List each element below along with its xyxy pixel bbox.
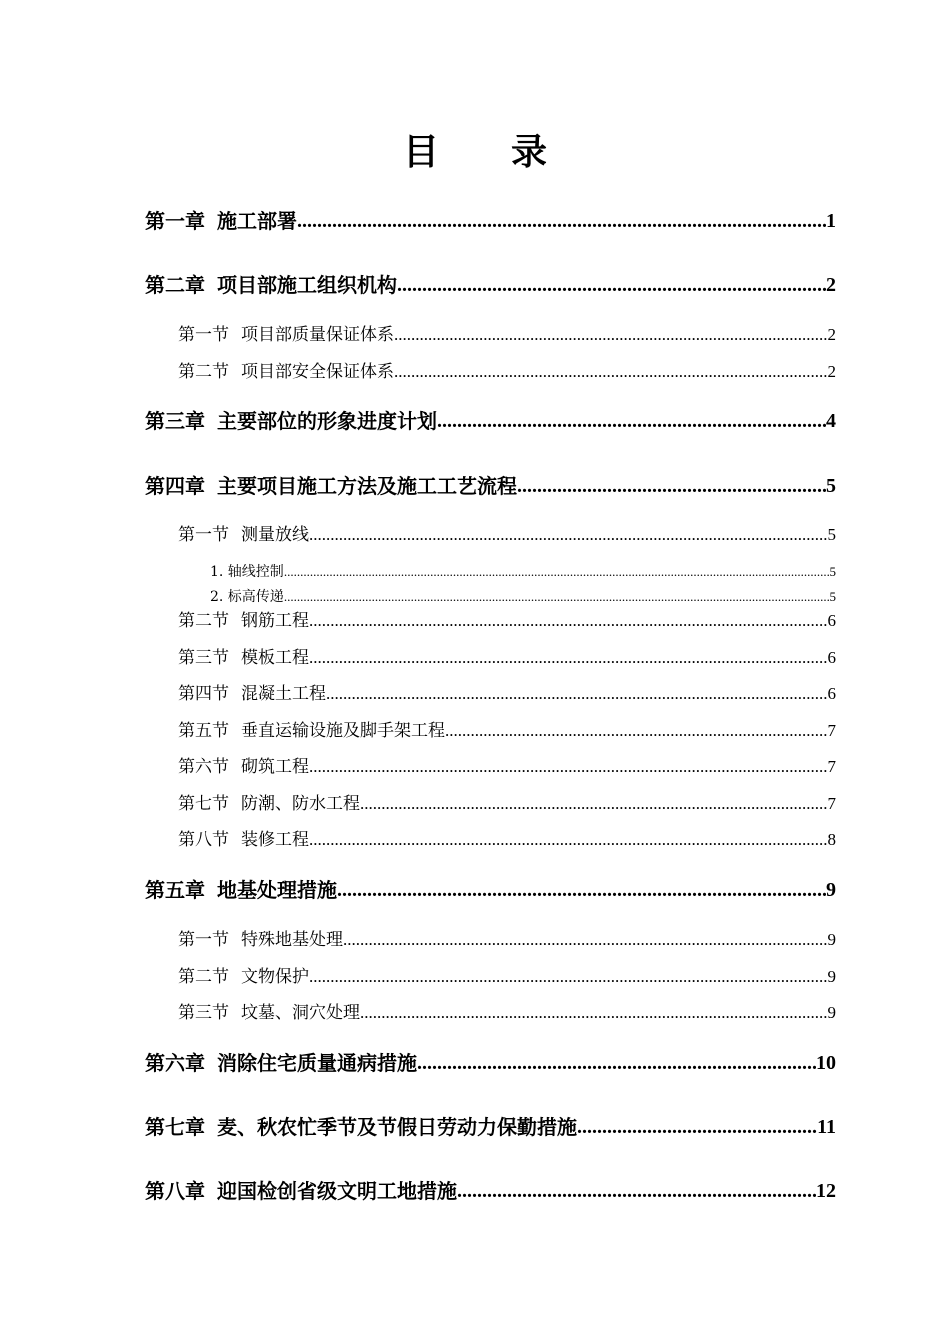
chapter-title: 项目部施工组织机构 [217, 273, 397, 297]
toc-label [145, 271, 397, 299]
dot-leader [309, 755, 828, 779]
toc-chapter-3[interactable] [145, 407, 836, 435]
page-number: 2 [826, 274, 836, 296]
section-number: 第三节 [178, 648, 229, 668]
chapter-title: 麦、秋农忙季节及节假日劳动力保勤措施 [217, 1115, 577, 1139]
toc-chapter-4[interactable] [145, 472, 836, 500]
page-number: 5 [829, 589, 836, 604]
dot-leader [309, 609, 828, 633]
section-number: 第六节 [178, 757, 229, 777]
dot-leader [297, 207, 826, 235]
page-number: 7 [827, 757, 836, 776]
dot-leader [577, 1113, 817, 1141]
page-number: 6 [827, 611, 836, 630]
page-number: 2 [827, 325, 836, 344]
page-number: 7 [827, 721, 836, 740]
page-number: 9 [827, 967, 836, 986]
toc-section-5-3[interactable] [178, 1001, 836, 1025]
section-number: 第二节 [178, 967, 229, 987]
section-title: 测量放线 [241, 525, 309, 545]
toc-label [145, 1113, 577, 1141]
page-number: 9 [827, 930, 836, 949]
subsection-title: 2. 标高传递 [210, 589, 284, 605]
page-number: 6 [827, 648, 836, 667]
page-number: 11 [817, 1116, 836, 1138]
chapter-title: 消除住宅质量通病措施 [217, 1051, 417, 1075]
dot-leader [309, 965, 828, 989]
toc-label [178, 792, 360, 816]
page-number: 8 [827, 830, 836, 849]
chapter-number: 第六章 [145, 1051, 205, 1075]
dot-leader [326, 682, 828, 706]
dot-leader [360, 792, 828, 816]
section-title: 装修工程 [241, 830, 309, 850]
toc-title-char-2: 录 [511, 132, 548, 173]
section-number: 第一节 [178, 325, 229, 345]
dot-leader [517, 472, 826, 500]
dot-leader [309, 646, 828, 670]
page-number: 9 [826, 879, 836, 901]
chapter-number: 第八章 [145, 1179, 205, 1203]
chapter-title: 地基处理措施 [217, 878, 337, 902]
page-number: 7 [827, 794, 836, 813]
toc-label [145, 407, 437, 435]
section-number: 第五节 [178, 721, 229, 741]
toc-label [178, 928, 343, 952]
chapter-number: 第四章 [145, 474, 205, 498]
toc-section-5-1[interactable] [178, 928, 836, 952]
toc-subsection-4-1-1[interactable] [210, 562, 836, 582]
toc-label [178, 609, 309, 633]
dot-leader [394, 360, 828, 384]
toc-chapter-5[interactable] [145, 876, 836, 904]
toc-label [178, 682, 326, 706]
toc-section-4-2[interactable] [178, 609, 836, 633]
section-number: 第二节 [178, 611, 229, 631]
section-title: 文物保护 [241, 967, 309, 987]
toc-chapter-2[interactable] [145, 271, 836, 299]
dot-leader [417, 1049, 816, 1077]
page-number: 5 [829, 564, 836, 579]
toc-section-5-2[interactable] [178, 965, 836, 989]
chapter-title: 迎国检创省级文明工地措施 [217, 1179, 457, 1203]
chapter-title: 施工部署 [217, 209, 297, 233]
chapter-number: 第二章 [145, 273, 205, 297]
dot-leader [284, 562, 830, 582]
chapter-number: 第一章 [145, 209, 205, 233]
toc-section-4-8[interactable] [178, 828, 836, 852]
toc-label [145, 876, 337, 904]
toc-chapter-8[interactable] [145, 1177, 836, 1205]
section-title: 项目部质量保证体系 [241, 325, 394, 345]
section-number: 第七节 [178, 794, 229, 814]
toc-label [145, 1049, 417, 1077]
toc-label [178, 755, 309, 779]
toc-label [178, 719, 445, 743]
section-number: 第八节 [178, 830, 229, 850]
section-title: 防潮、防水工程 [241, 794, 360, 814]
page-number: 2 [827, 362, 836, 381]
dot-leader [360, 1001, 828, 1025]
chapter-number: 第五章 [145, 878, 205, 902]
toc-label [178, 360, 394, 384]
toc-title-char-1: 目 [402, 132, 439, 173]
section-title: 砌筑工程 [241, 757, 309, 777]
section-number: 第三节 [178, 1003, 229, 1023]
toc-chapter-6[interactable] [145, 1049, 836, 1077]
section-title: 特殊地基处理 [241, 930, 343, 950]
section-title: 钢筋工程 [241, 611, 309, 631]
page-number: 5 [827, 525, 836, 544]
dot-leader [437, 407, 826, 435]
page-number: 4 [826, 410, 836, 432]
toc-section-2-1[interactable] [178, 323, 836, 347]
dot-leader [337, 876, 826, 904]
toc-label [178, 828, 309, 852]
dot-leader [309, 828, 828, 852]
page-number: 10 [816, 1052, 836, 1074]
section-title: 模板工程 [241, 648, 309, 668]
page-number: 9 [827, 1003, 836, 1022]
toc-section-4-3[interactable] [178, 646, 836, 670]
toc-label [145, 207, 297, 235]
section-number: 第一节 [178, 930, 229, 950]
dot-leader [397, 271, 826, 299]
chapter-number: 第三章 [145, 409, 205, 433]
subsection-title: 1. 轴线控制 [210, 564, 284, 580]
toc-chapter-1[interactable] [145, 207, 836, 235]
toc-section-4-7[interactable] [178, 792, 836, 816]
section-number: 第一节 [178, 525, 229, 545]
section-title: 坟墓、洞穴处理 [241, 1003, 360, 1023]
toc-section-4-6[interactable] [178, 755, 836, 779]
toc-label [178, 1001, 360, 1025]
toc-section-4-5[interactable] [178, 719, 836, 743]
dot-leader [394, 323, 828, 347]
section-title: 项目部安全保证体系 [241, 362, 394, 382]
chapter-number: 第七章 [145, 1115, 205, 1139]
dot-leader [309, 523, 828, 547]
toc-subsection-4-1-2[interactable] [210, 587, 836, 607]
section-number: 第四节 [178, 684, 229, 704]
dot-leader [284, 587, 830, 607]
chapter-title: 主要项目施工方法及施工工艺流程 [217, 474, 517, 498]
section-title: 混凝土工程 [241, 684, 326, 704]
toc-label [178, 523, 309, 547]
dot-leader [457, 1177, 816, 1205]
toc-title [0, 128, 950, 178]
toc-chapter-7[interactable] [145, 1113, 836, 1141]
page-number: 12 [816, 1180, 836, 1202]
toc-label [145, 472, 517, 500]
page-number: 5 [826, 475, 836, 497]
toc-section-4-4[interactable] [178, 682, 836, 706]
toc-label [178, 965, 309, 989]
toc-section-2-2[interactable] [178, 360, 836, 384]
page-number: 1 [826, 210, 836, 232]
dot-leader [343, 928, 828, 952]
chapter-title: 主要部位的形象进度计划 [217, 409, 437, 433]
toc-label [178, 646, 309, 670]
toc-label [145, 1177, 457, 1205]
toc-section-4-1[interactable] [178, 523, 836, 547]
section-title: 垂直运输设施及脚手架工程 [241, 721, 445, 741]
page-number: 6 [827, 684, 836, 703]
dot-leader [445, 719, 828, 743]
toc-label [178, 323, 394, 347]
section-number: 第二节 [178, 362, 229, 382]
